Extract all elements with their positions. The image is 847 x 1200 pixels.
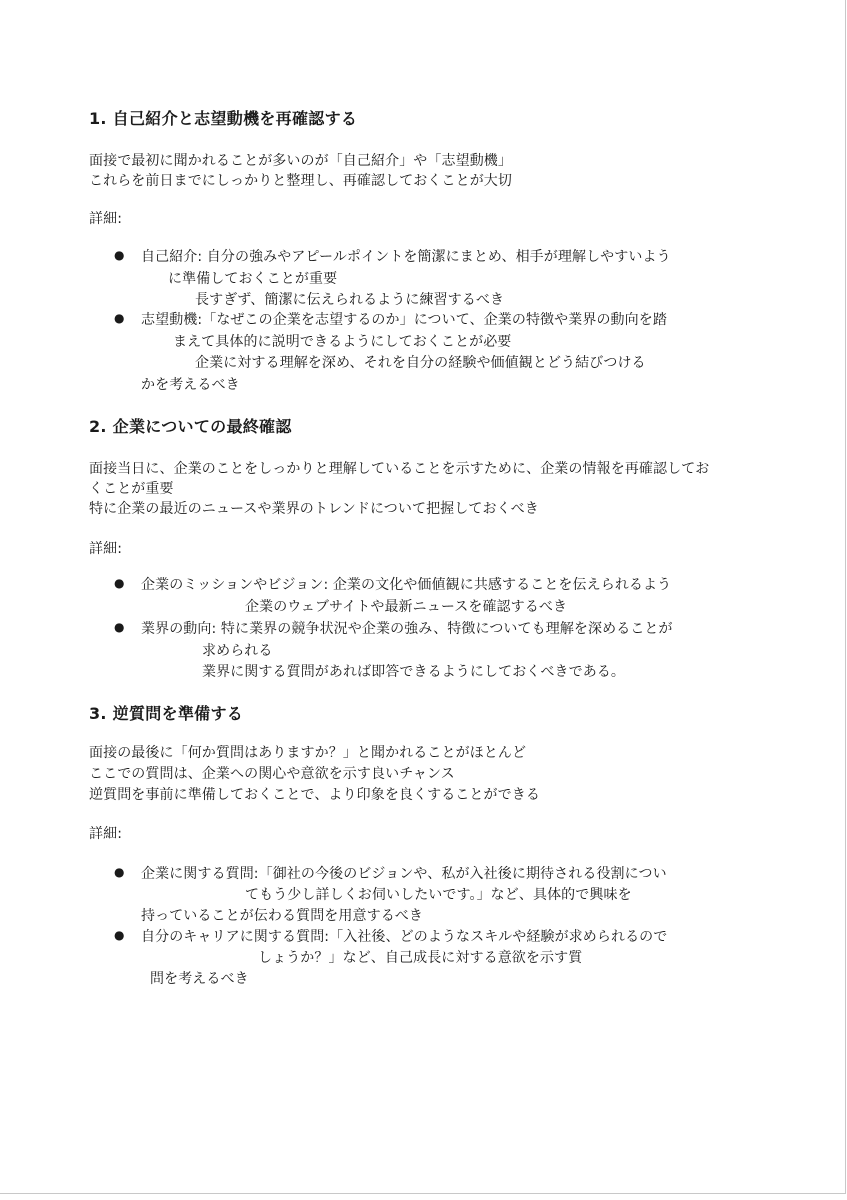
bullet-icon: ●	[114, 248, 125, 262]
bullet-line: 長すぎず、簡潔に伝えられるように練習するべき	[195, 292, 505, 308]
section-3-intro-line: 逆質問を事前に準備しておくことで、より印象を良くすることができる	[89, 787, 540, 803]
bullet-line: しょうか？」など、自己成長に対する意欲を示す質	[258, 950, 583, 966]
bullet-line: 持っていることが伝わる質問を用意するべき	[141, 908, 423, 924]
bullet-icon: ●	[114, 928, 125, 942]
bullet-line: に準備しておくことが重要	[168, 271, 338, 287]
section-3-intro-line: 面接の最後に「何か質問はありますか？」と聞かれることがほとんど	[89, 745, 527, 761]
bullet-icon: ●	[114, 576, 125, 590]
bullet-line: 自分のキャリアに関する質問:「入社後、どのようなスキルや経験が求められるので	[141, 929, 668, 945]
bullet-line: 求められる	[202, 643, 273, 659]
section-3-details-label: 詳細:	[89, 826, 123, 842]
section-2-heading: 2. 企業についての最終確認	[89, 417, 292, 436]
section-2-intro-line: くことが重要	[89, 481, 174, 497]
section-1-details-label: 詳細:	[89, 211, 123, 227]
bullet-line: 自己紹介: 自分の強みやアピールポイントを簡潔にまとめ、相手が理解しやすいよう	[141, 249, 671, 265]
bullet-line: 志望動機:「なぜこの企業を志望するのか」について、企業の特徴や業界の動向を踏	[141, 312, 667, 328]
bullet-line: かを考えるべき	[141, 377, 240, 393]
bullet-line: 企業に関する質問:「御社の今後のビジョンや、私が入社後に期待される役割につい	[141, 866, 667, 882]
bullet-line: 企業に対する理解を深め、それを自分の経験や価値観とどう結びつける	[195, 355, 646, 371]
section-1-heading: 1. 自己紹介と志望動機を再確認する	[89, 109, 358, 128]
section-1-intro-line: 面接で最初に聞かれることが多いのが「自己紹介」や「志望動機」	[89, 153, 512, 169]
bullet-line: まえて具体的に説明できるようにしておくことが必要	[173, 334, 512, 350]
section-1-intro-line: これらを前日までにしっかりと整理し、再確認しておくことが大切	[89, 173, 512, 189]
section-2-intro-line: 面接当日に、企業のことをしっかりと理解していることを示すために、企業の情報を再確認してお	[89, 461, 710, 477]
bullet-icon: ●	[114, 620, 125, 634]
bullet-line: 業界の動向: 特に業界の競争状況や企業の強み、特徴についても理解を深めることが	[141, 621, 673, 637]
section-3-heading: 3. 逆質問を準備する	[89, 704, 244, 723]
section-2-intro-line: 特に企業の最近のニュースや業界のトレンドについて把握しておくべき	[89, 501, 539, 517]
bullet-line: 企業のウェブサイトや最新ニュースを確認するべき	[245, 599, 568, 615]
bullet-icon: ●	[114, 311, 125, 325]
bullet-line: 業界に関する質問があれば即答できるようにしておくべきである。	[202, 664, 625, 680]
section-2-details-label: 詳細:	[89, 541, 123, 557]
section-3-intro-line: ここでの質問は、企業への関心や意欲を示す良いチャンス	[89, 766, 455, 782]
bullet-line: 企業のミッションやビジョン: 企業の文化や価値観に共感することを伝えられるよう	[141, 577, 672, 593]
bullet-icon: ●	[114, 865, 125, 879]
bullet-line: てもう少し詳しくお伺いしたいです。」など、具体的で興味を	[245, 887, 632, 903]
bullet-line: 問を考えるべき	[150, 971, 249, 987]
